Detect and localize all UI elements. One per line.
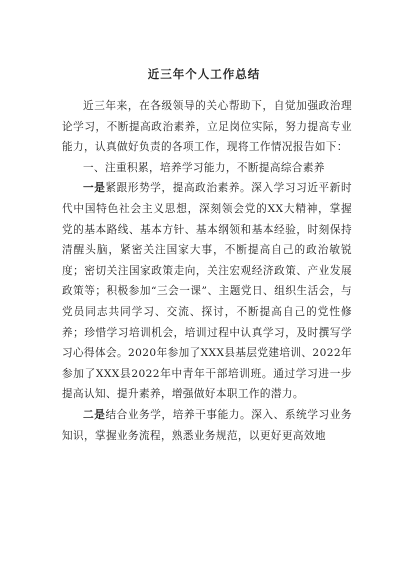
paragraph-intro-text: 近三年来，在各级领导的关心帮助下，自觉加强政治理论学习，不断提高政治素养，立足岗位实际，努力提高专业能力，认真做好负责的各项工作，现将工作情况报告如下： bbox=[62, 100, 352, 154]
paragraph-intro bbox=[62, 96, 352, 158]
point-1-text: 紧跟形势学，提高政治素养。深入学习习近平新时代中国特色社会主义思想，深刻领会党的XX大精神，掌握党的基本路线、基本方针、基本纲领和基本经验，时刻保持清醒头脑，紧密关注国家大事，不断提高自己的政治敏锐度；密切关注国家政策走向，关注宏观经济政策、产业发展政策等；积极参加“三会一课”、主题党日、组织生活会，与党员同志共同学习、交流、探讨，不断提高自己的党性修养；珍惜学习培训机会，培训过程中认真学习，及时撰写学习心得体会。2020年参加了XXX县基层党建培训、2022年参加了XXX县2022年中青年干部培训班。通过学习进一步提高认知、提升素养，增强做好本职工作的潜力。 bbox=[62, 182, 352, 401]
point-2-text: 结合业务学，培养干事能力。深入、系统学习业务知识，掌握业务流程，熟悉业务规范，以更好更高效地 bbox=[62, 408, 352, 442]
point-1-lead: 一是 bbox=[83, 182, 106, 195]
section-heading-1 bbox=[62, 158, 352, 179]
document-body bbox=[62, 96, 352, 446]
point-2-lead: 二是 bbox=[83, 408, 106, 421]
section-heading-1-text: 一、注重积累，培养学习能力，不断提高综合素养 bbox=[83, 161, 325, 174]
paragraph-point-1 bbox=[62, 178, 352, 405]
document-title: 近三年个人工作总结 bbox=[147, 67, 261, 81]
paragraph-point-2 bbox=[62, 405, 352, 446]
